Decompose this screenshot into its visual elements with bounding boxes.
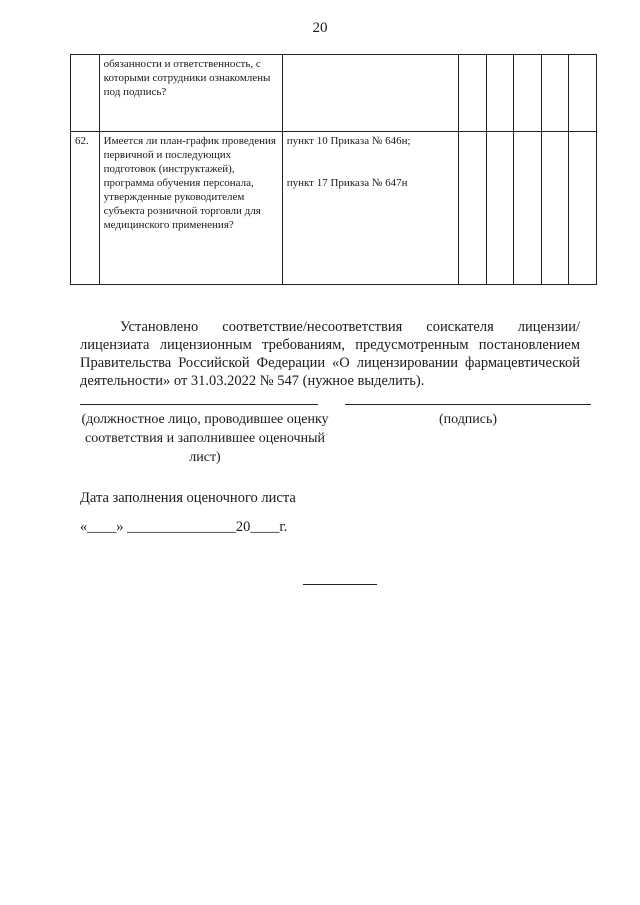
question-cell: обязанности и ответственность, с которыми сотрудники ознакомлены под подпись? — [99, 55, 282, 132]
answer-cell — [514, 132, 542, 285]
date-field: «____» _______________20____г. — [80, 519, 288, 535]
reference-cell — [282, 132, 458, 285]
reference-text: пункт 17 Приказа № 647н — [286, 177, 408, 189]
answer-cell — [459, 55, 487, 132]
answer-cell — [486, 55, 514, 132]
answer-cell — [569, 55, 597, 132]
conclusion-paragraph: Установлено соответствие/несоответствия соискателя лицензии/лицензиата лицензионным требованиям, предусмотренным постановлением Правительства Российской Федерации «О лицензировании фармацевтической деятельности» от 31.03.2022 № 547 (нужное выделить). — [80, 319, 580, 389]
reference-text: пункт 10 Приказа № 646н; — [286, 135, 411, 147]
page-number: 20 — [312, 20, 328, 36]
answer-cell — [541, 132, 569, 285]
date-label: Дата заполнения оценочного листа — [80, 490, 296, 506]
signature-line — [345, 404, 591, 405]
reference-cell — [282, 55, 458, 132]
row-number-cell: 62. — [71, 132, 100, 285]
answer-cell — [569, 132, 597, 285]
official-signature-line — [80, 404, 318, 405]
official-caption: (должностное лицо, проводившее оценку соответствия и заполнившее оценочный лист) — [81, 412, 329, 465]
table-row — [71, 55, 597, 132]
checklist-table — [70, 54, 597, 285]
table-row — [71, 132, 597, 285]
signature-caption: (подпись) — [438, 412, 498, 427]
answer-cell — [486, 132, 514, 285]
answer-cell — [514, 55, 542, 132]
answer-cell — [541, 55, 569, 132]
row-number-cell — [71, 55, 100, 132]
end-divider — [303, 584, 377, 585]
question-cell: Имеется ли план-график проведения первичной и последующих подготовок (инструктажей), программа обучения персонала, утвержденные руководителем субъекта розничной торговли для медицинского применения? — [99, 132, 282, 285]
answer-cell — [459, 132, 487, 285]
